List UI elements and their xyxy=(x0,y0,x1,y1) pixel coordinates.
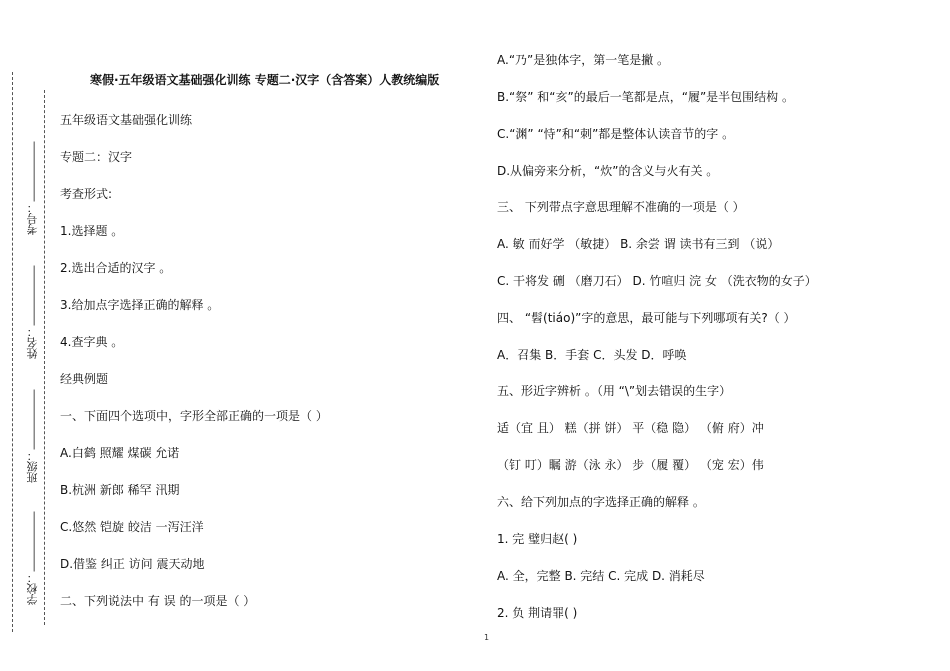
question-4: 四、 “髫(tiáo)”字的意思，最可能与下列哪项有关?（ ） xyxy=(497,311,796,325)
question-6-item-2: 2. 负 荆请罪( ) xyxy=(497,606,578,620)
question-5-row-1: 适（宜 且） 糕（拼 饼） 平（稳 隐） （俯 府）冲 xyxy=(497,421,764,435)
question-3-options-ab: A. 敏 而好学 （敏捷） B. 余尝 谓 读书有三到 （说） xyxy=(497,237,780,251)
format-item: 4.查字典 。 xyxy=(60,335,124,349)
examples-heading: 经典例题 xyxy=(60,372,109,386)
question-2-option-d: D.从偏旁来分析，“炊”的含义与火有关 。 xyxy=(497,164,719,178)
question-6-item-1-options: A. 全，完整 B. 完结 C. 完成 D. 消耗尽 xyxy=(497,569,705,583)
topic-line: 专题二：汉字 xyxy=(60,150,133,164)
question-2-option-c: C.“渊” “恃”和“刺”都是整体认读音节的字 。 xyxy=(497,127,735,141)
question-1-option-b: B.杭洲 新郎 稀罕 汛期 xyxy=(60,483,180,497)
question-5-row-2: （钉 叮）瞩 游（泳 永） 步（履 覆） （宠 宏）伟 xyxy=(497,458,764,472)
format-item: 1.选择题 。 xyxy=(60,224,124,238)
class-label: 班级： xyxy=(26,450,39,483)
exam-number-blank: —————— xyxy=(26,142,40,202)
class-field xyxy=(20,390,46,483)
document-title: 寒假·五年级语文基础强化训练 专题二·汉字（含答案）人教统编版 xyxy=(90,73,440,87)
question-4-options: A．召集 B．手套 C．头发 D．呼唤 xyxy=(497,348,687,362)
question-2: 二、下列说法中 有 误 的一项是（ ） xyxy=(60,594,256,608)
school-label: 学校： xyxy=(26,572,39,605)
question-1: 一、下面四个选项中，字形全部正确的一项是（ ） xyxy=(60,409,328,423)
format-item: 2.选出合适的汉字 。 xyxy=(60,261,172,275)
subtitle-line: 五年级语文基础强化训练 xyxy=(60,113,193,127)
class-blank: —————— xyxy=(26,390,40,450)
format-item: 3.给加点字选择正确的解释 。 xyxy=(60,298,220,312)
question-5: 五、形近字辨析 。（用 “\”划去错误的生字） xyxy=(497,384,732,398)
school-blank: —————— xyxy=(26,512,40,572)
question-1-option-c: C.悠然 铠旋 皎洁 一泻汪洋 xyxy=(60,520,204,534)
question-2-option-a: A.“乃”是独体字，第一笔是撇 。 xyxy=(497,53,670,67)
page-number: 1 xyxy=(484,633,490,642)
binding-dashed-line xyxy=(12,72,13,632)
school-field xyxy=(20,512,46,605)
exam-format-heading: 考查形式: xyxy=(60,187,113,201)
name-blank: —————— xyxy=(26,266,40,326)
question-2-option-b: B.“祭” 和“亥”的最后一笔都是点，“履”是半包围结构 。 xyxy=(497,90,794,104)
question-6: 六、给下列加点的字选择正确的解释 。 xyxy=(497,495,705,509)
name-label: 姓名： xyxy=(26,326,39,359)
question-3-options-cd: C. 干将发 硎 （磨刀石） D. 竹喧归 浣 女 （洗衣物的女子） xyxy=(497,274,817,288)
question-3: 三、 下列带点字意思理解不准确的一项是（ ） xyxy=(497,200,745,214)
question-1-option-d: D.借鉴 纠正 访问 震天动地 xyxy=(60,557,205,571)
exam-number-label: 考号： xyxy=(26,202,39,235)
question-1-option-a: A.白鹤 照耀 煤碳 允诺 xyxy=(60,446,180,460)
exam-number-field xyxy=(20,142,46,235)
question-6-item-1: 1. 完 璧归赵( ) xyxy=(497,532,578,546)
name-field xyxy=(20,266,46,359)
